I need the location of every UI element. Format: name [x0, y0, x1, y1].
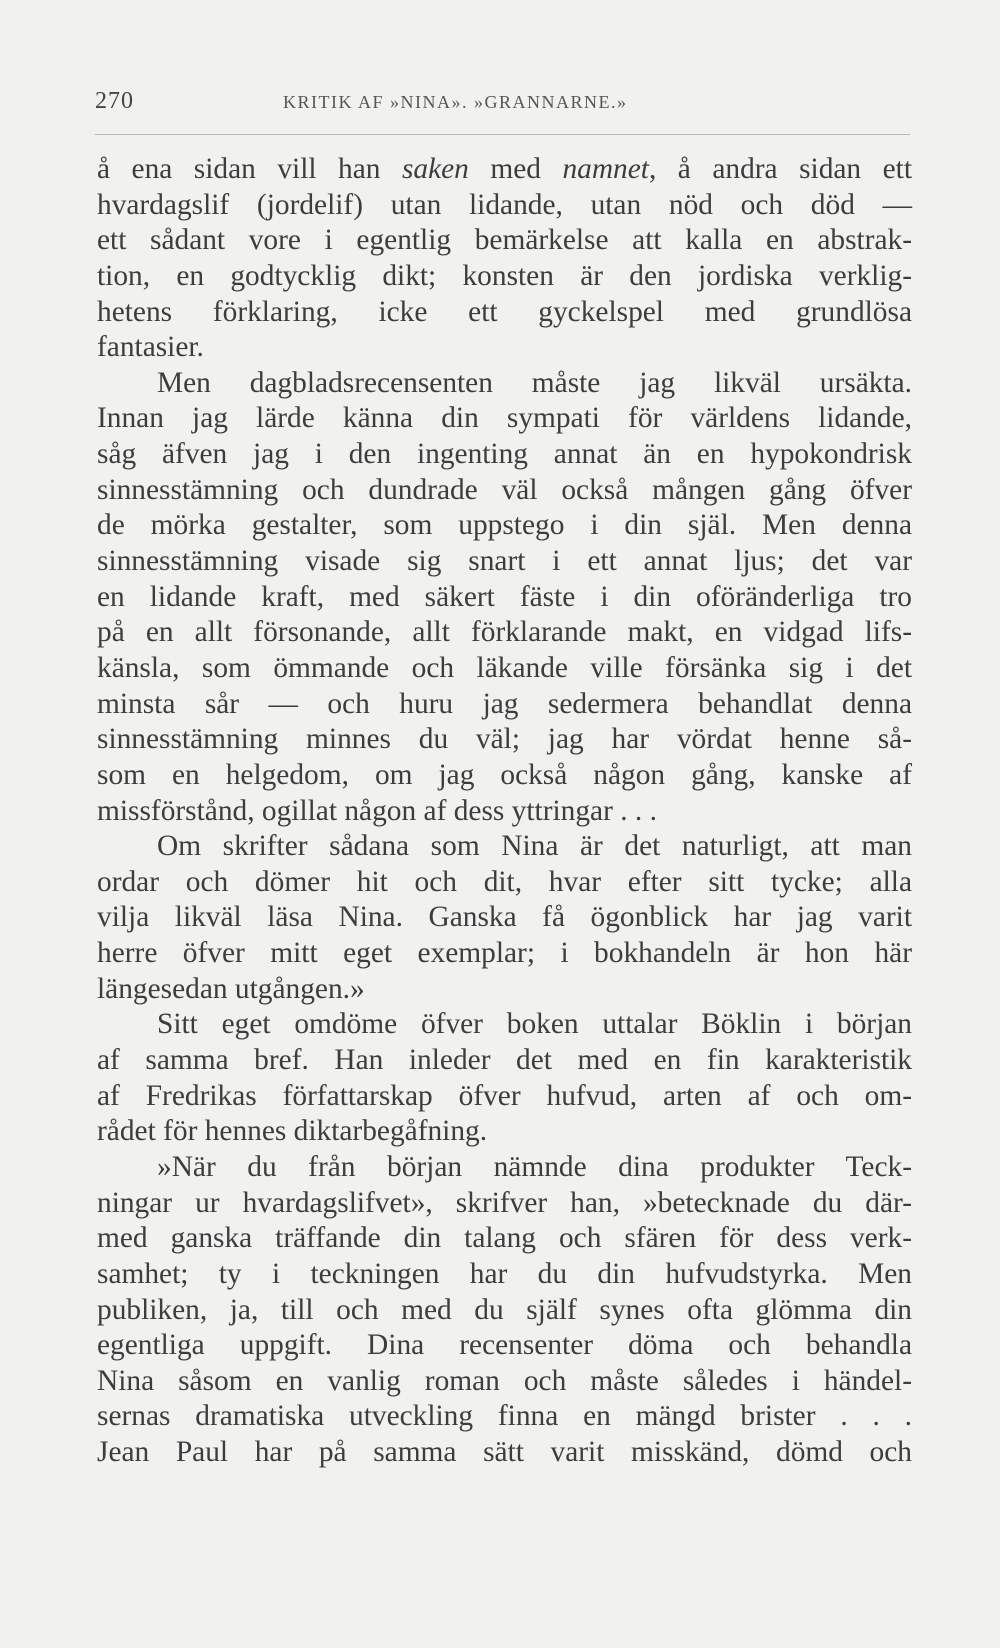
text-line: publiken, ja, till och med du själf synes ofta glömma din — [97, 1293, 912, 1326]
text-line: såg äfven jag i den ingenting annat än en hypokondrisk — [97, 438, 912, 471]
text-line: samhet; ty i teckningen har du din hufvudstyrka. Men — [97, 1257, 912, 1290]
text-line: sernas dramatiska utveckling finna en mängd brister . . . — [97, 1400, 912, 1433]
text-line: på en allt försonande, allt förklarande makt, en vidgad lifs- — [97, 616, 912, 649]
text-line: »När du från början nämnde dina produkter Teck- — [157, 1150, 912, 1183]
text-line: Jean Paul har på samma sätt varit misskänd, dömd och — [97, 1436, 912, 1469]
text-line: minsta sår — och huru jag sedermera behandlat denna — [97, 687, 912, 720]
text-line: herre öfver mitt eget exemplar; i bokhandeln är hon här — [97, 937, 912, 970]
header-rule — [95, 134, 910, 135]
text-line: ordar och dömer hit och dit, hvar efter sitt tycke; alla — [97, 865, 912, 898]
text-line: hetens förklaring, icke ett gyckelspel med grundlösa — [97, 295, 912, 328]
text-line: hvardagslif (jordelif) utan lidande, utan nöd och död — — [97, 188, 912, 221]
text-line: egentliga uppgift. Dina recensenter döma och behandla — [97, 1329, 912, 1362]
text-line: af samma bref. Han inleder det med en fin karakteristik — [97, 1044, 912, 1077]
text-line: Innan jag lärde känna din sympati för världens lidande, — [97, 402, 912, 435]
text-line: som en helgedom, om jag också någon gång, kanske af — [97, 758, 912, 791]
text-line: längesedan utgången.» — [97, 972, 365, 1005]
text-line: Om skrifter sådana som Nina är det naturligt, att man — [157, 830, 912, 863]
text-line: en lidande kraft, med säkert fäste i din oföränderliga tro — [97, 580, 912, 613]
running-title: KRITIK AF »NINA». »GRANNARNE.» — [283, 92, 628, 112]
text-line: rådet för hennes diktarbegåfning. — [97, 1115, 488, 1148]
text-line: tion, en godtycklig dikt; konsten är den jordiska verklig- — [97, 259, 912, 292]
emphasis-saken: saken — [401, 153, 469, 185]
text-line: de mörka gestalter, som uppstego i din själ. Men denna — [97, 509, 912, 542]
emphasis-namnet: namnet — [562, 153, 649, 185]
text-line: missförstånd, ogillat någon af dess yttringar . . . — [97, 794, 657, 827]
text-line: af Fredrikas författarskap öfver hufvud, arten af och om- — [97, 1079, 912, 1112]
text-line: sinnesstämning minnes du väl; jag har vördat henne så- — [97, 723, 912, 756]
page-number: 270 — [95, 88, 134, 114]
text-line: känsla, som ömmande och läkande ville försänka sig i det — [97, 651, 912, 684]
running-header — [95, 88, 910, 122]
text-line: Nina såsom en vanlig roman och måste således i händel- — [97, 1364, 912, 1397]
text-line: ningar ur hvardagslifvet», skrifver han, »betecknade du där- — [97, 1186, 912, 1219]
text-line: Men dagbladsrecensenten måste jag likväl ursäkta. — [157, 366, 912, 399]
text-line: fantasier. — [97, 331, 204, 364]
body-text — [97, 152, 912, 1471]
text-line: å ena sidan vill han saken med namnet, å andra sidan ett — [97, 153, 912, 185]
text-line: vilja likväl läsa Nina. Ganska få ögonblick har jag varit — [97, 901, 912, 934]
text-line: sinnesstämning visade sig snart i ett annat ljus; det var — [97, 545, 912, 578]
text-line: Sitt eget omdöme öfver boken uttalar Böklin i början — [157, 1008, 912, 1041]
text-line: med ganska träffande din talang och sfären för dess verk- — [97, 1222, 912, 1255]
text-line: ett sådant vore i egentlig bemärkelse att kalla en abstrak- — [97, 224, 912, 257]
text-line: sinnesstämning och dundrade väl också mången gång öfver — [97, 473, 912, 506]
